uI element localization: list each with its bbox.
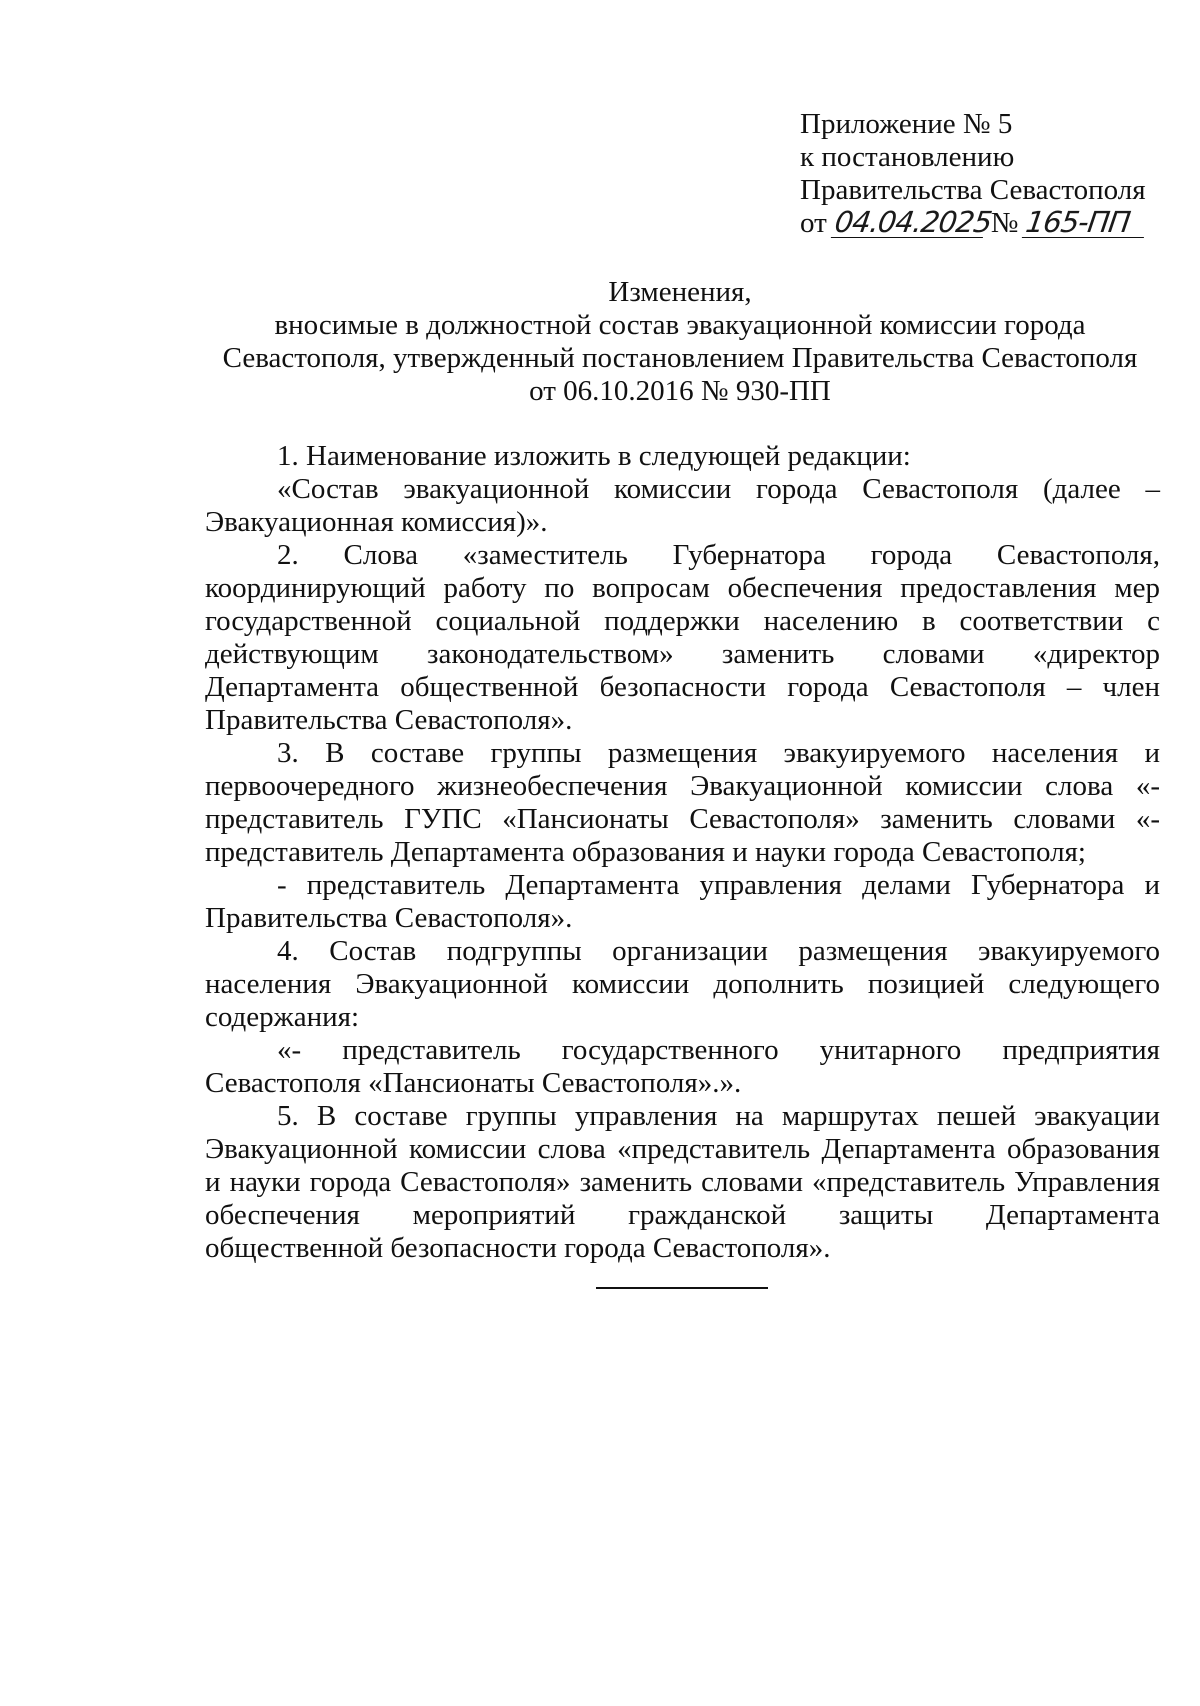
appendix-date-number-row xyxy=(800,207,1160,243)
title-line-1: Изменения, xyxy=(608,276,752,308)
from-label: от xyxy=(800,207,827,239)
paragraph-1-quote: «Состав эвакуационной комиссии города Севастополя (далее – Эвакуационная комиссия)». xyxy=(205,473,1160,538)
paragraph-5: 5. В составе группы управления на маршрутах пешей эвакуации Эвакуационной комиссии слова «представитель Департамента образования и науки города Севастополя» заменить словами «представитель Управления обеспечения мероприятий гражданской защиты Департамента общественной безопасности города Севастополя». xyxy=(205,1100,1160,1264)
handwritten-number: 165-ПП xyxy=(1022,207,1148,238)
appendix-header xyxy=(800,108,1160,243)
document-title xyxy=(200,276,1160,408)
paragraph-3: 3. В составе группы размещения эвакуируемого населения и первоочередного жизнеобеспечения Эвакуационной комиссии слова «- представитель ГУПС «Пансионаты Севастополя» заменить словами «- представитель Департамента образования и науки города Севастополя; xyxy=(205,737,1160,868)
document-body xyxy=(205,440,1160,1265)
title-line-4: от 06.10.2016 № 930-ПП xyxy=(529,375,831,407)
paragraph-2: 2. Слова «заместитель Губернатора города Севастополя, координирующий работу по вопросам обеспечения предоставления мер государственной социальной поддержки населению в соответствии с действующим законодательством» заменить словами «директор Департамента общественной безопасности города Севастополя – член Правительства Севастополя». xyxy=(205,539,1160,736)
paragraph-3-item: - представитель Департамента управления делами Губернатора и Правительства Севастополя». xyxy=(205,869,1160,934)
appendix-title: Приложение № 5 xyxy=(800,108,1013,140)
handwritten-date: 04.04.2025 xyxy=(832,205,994,239)
paragraph-4: 4. Состав подгруппы организации размещения эвакуируемого населения Эвакуационной комиссии дополнить позицией следующего содержания: xyxy=(205,935,1160,1033)
paragraph-4-item: «- представитель государственного унитарного предприятия Севастополя «Пансионаты Севастополя».». xyxy=(205,1034,1160,1099)
appendix-reference: к постановлению xyxy=(800,141,1015,173)
number-label: № xyxy=(990,207,1019,239)
paragraph-1: 1. Наименование изложить в следующей редакции: xyxy=(277,440,911,472)
title-line-3: Севастополя, утвержденный постановлением Правительства Севастополя xyxy=(222,342,1138,374)
closing-divider xyxy=(596,1287,768,1289)
appendix-authority: Правительства Севастополя xyxy=(800,174,1146,206)
title-line-2: вносимые в должностной состав эвакуационной комиссии города xyxy=(274,309,1086,341)
